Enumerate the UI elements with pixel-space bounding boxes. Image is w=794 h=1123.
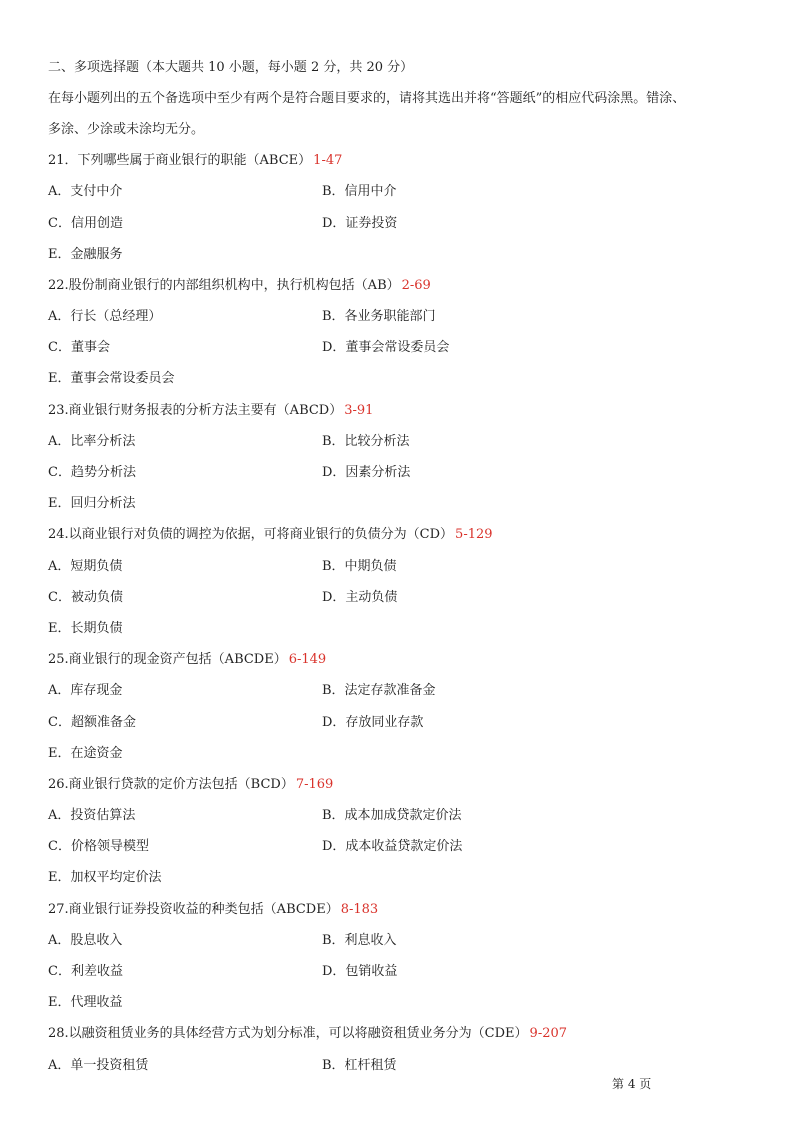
question-reference: 2-69 [401, 277, 431, 293]
option-row [48, 239, 758, 270]
answer-option: E．董事会常设委员会 [48, 371, 175, 387]
option-row [48, 426, 758, 457]
question-reference: 1-47 [313, 153, 343, 169]
answer-option: D．因素分析法 [322, 465, 411, 481]
option-row [48, 302, 758, 333]
question-text: 22.股份制商业银行的内部组织机构中，执行机构包括（AB） [48, 277, 400, 293]
question-stem [48, 146, 758, 177]
question-text: 24.以商业银行对负债的调控为依据，可将商业银行的负债分为（CD） [48, 527, 454, 543]
answer-option: B．信用中介 [322, 184, 397, 200]
question-stem [48, 270, 758, 301]
option-row [48, 988, 758, 1019]
option-row [48, 1050, 758, 1081]
question-text: 21．下列哪些属于商业银行的职能（ABCE） [48, 153, 312, 169]
section-heading: 二、多项选择题（本大题共 10 小题，每小题 2 分，共 20 分） [48, 59, 414, 75]
answer-option: B．成本加成贷款定价法 [322, 808, 462, 824]
answer-option: A．投资估算法 [48, 808, 136, 824]
answer-option: D．主动负债 [322, 589, 398, 605]
option-row [48, 613, 758, 644]
answer-option: A．库存现金 [48, 683, 123, 699]
answer-option: C．利差收益 [48, 964, 123, 980]
option-row [48, 863, 758, 894]
answer-option: D．包销收益 [322, 964, 398, 980]
question-reference: 3-91 [344, 402, 374, 418]
question-text: 28.以融资租赁业务的具体经营方式为划分标准，可以将融资租赁业务分为（CDE） [48, 1026, 528, 1042]
option-row [48, 364, 758, 395]
answer-option: D．证券投资 [322, 215, 398, 231]
question-text: 23.商业银行财务报表的分析方法主要有（ABCD） [48, 402, 343, 418]
answer-option: A．行长（总经理） [48, 309, 162, 325]
option-row [48, 333, 758, 364]
answer-option: B．各业务职能部门 [322, 309, 436, 325]
option-row [48, 551, 758, 582]
question-reference: 8-183 [340, 901, 379, 917]
question-reference: 5-129 [455, 527, 493, 543]
question-text: 27.商业银行证券投资收益的种类包括（ABCDE） [48, 901, 339, 917]
option-row [48, 457, 758, 488]
answer-option: C．趋势分析法 [48, 465, 136, 481]
page-number: 第 4 页 [612, 1077, 652, 1091]
option-row [48, 956, 758, 987]
option-row [48, 832, 758, 863]
answer-option: A．短期负债 [48, 558, 123, 574]
answer-option: E．金融服务 [48, 246, 123, 262]
option-row [48, 738, 758, 769]
answer-option: E．代理收益 [48, 995, 123, 1011]
answer-option: E．加权平均定价法 [48, 870, 162, 886]
answer-option: A．股息收入 [48, 932, 123, 948]
option-row [48, 489, 758, 520]
option-row [48, 208, 758, 239]
option-row [48, 582, 758, 613]
question-text: 26.商业银行贷款的定价方法包括（BCD） [48, 776, 294, 792]
question-reference: 9-207 [529, 1026, 568, 1042]
option-row [48, 925, 758, 956]
question-stem [48, 1019, 758, 1050]
answer-option: B．利息收入 [322, 932, 397, 948]
question-text: 25.商业银行的现金资产包括（ABCDE） [48, 652, 287, 668]
answer-option: B．比较分析法 [322, 433, 410, 449]
question-reference: 6-149 [288, 652, 327, 668]
answer-option: D．董事会常设委员会 [322, 340, 450, 356]
answer-option: A．比率分析法 [48, 433, 136, 449]
answer-option: D．成本收益贷款定价法 [322, 839, 463, 855]
question-reference: 7-169 [295, 776, 334, 792]
option-row [48, 707, 758, 738]
question-list [48, 146, 758, 1082]
instructions-line-1: 在每小题列出的五个备选项中至少有两个是符合题目要求的，请将其选出并将“答题纸”的相应代码涂黑。错涂、 [48, 90, 686, 106]
answer-option: D．存放同业存款 [322, 714, 424, 730]
answer-option: A．单一投资租赁 [48, 1057, 149, 1073]
question-stem [48, 894, 758, 925]
answer-option: B．杠杆租赁 [322, 1057, 397, 1073]
question-stem [48, 645, 758, 676]
answer-option: C．董事会 [48, 340, 110, 356]
option-row [48, 801, 758, 832]
instructions-line-2: 多涂、少涂或未涂均无分。 [48, 121, 205, 137]
answer-option: C．信用创造 [48, 215, 123, 231]
question-stem [48, 520, 758, 551]
answer-option: E．在途资金 [48, 745, 123, 761]
answer-option: E．长期负债 [48, 620, 123, 636]
answer-option: E．回归分析法 [48, 496, 136, 512]
answer-option: C．价格领导模型 [48, 839, 149, 855]
option-row [48, 177, 758, 208]
option-row [48, 676, 758, 707]
question-stem [48, 769, 758, 800]
answer-option: C．被动负债 [48, 589, 123, 605]
answer-option: C．超额准备金 [48, 714, 136, 730]
answer-option: B．法定存款准备金 [322, 683, 436, 699]
answer-option: B．中期负债 [322, 558, 397, 574]
exam-page [48, 52, 758, 1081]
question-stem [48, 395, 758, 426]
answer-option: A．支付中介 [48, 184, 123, 200]
